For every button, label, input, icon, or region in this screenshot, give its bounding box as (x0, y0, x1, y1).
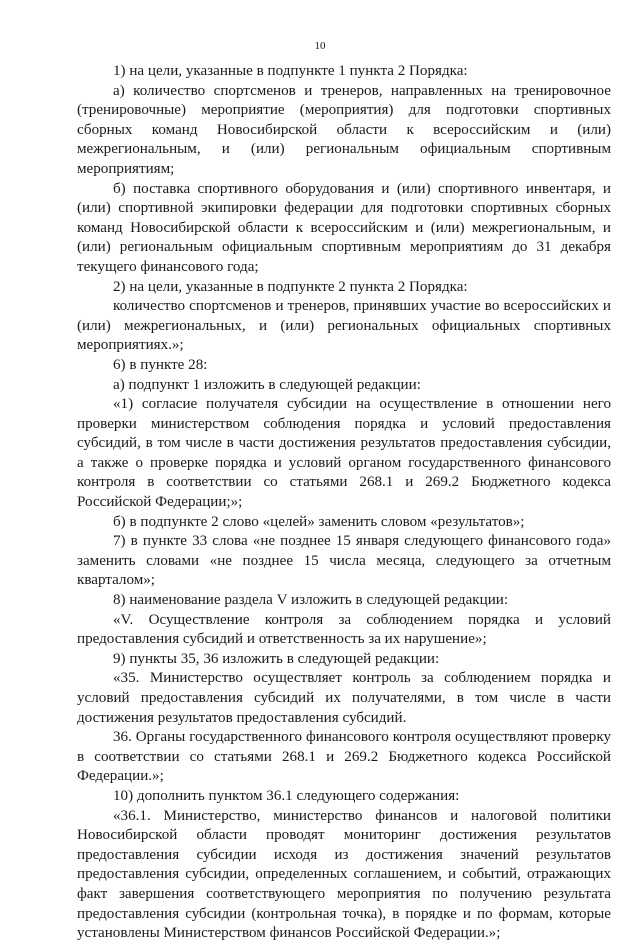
paragraph: 9) пункты 35, 36 изложить в следующей редакции: (113, 650, 440, 667)
paragraph: а) подпункт 1 изложить в следующей редакции: (113, 376, 421, 393)
paragraph: 6) в пункте 28: (113, 356, 208, 373)
document-body (77, 62, 611, 944)
paragraph: «35. Министерство осуществляет контроль за соблюдением порядка и условий предоставления субсидий их получателями, в том числе в части достижения результатов предоставления субсидий. (77, 670, 611, 726)
paragraph: 7) в пункте 33 слова «не позднее 15 января следующего финансового года» заменить словами «не позднее 15 числа месяца, следующего за отчетным кварталом»; (77, 533, 611, 589)
paragraph: б) поставка спортивного оборудования и (или) спортивного инвентаря, и (или) спортивной экипировки федерации для подготовки спортивных сборных команд Новосибирской области к всероссийским и (или) межрегиональным, и (или) региональным официальным спортивным мероприятиям до 31 декабря текущего финансового года; (77, 180, 611, 275)
paragraph: количество спортсменов и тренеров, принявших участие во всероссийских и (или) межрегиональных, и (или) региональных официальных спортивных мероприятиях.»; (77, 298, 611, 354)
paragraph: 1) на цели, указанные в подпункте 1 пункта 2 Порядка: (113, 63, 468, 79)
paragraph: б) в подпункте 2 слово «целей» заменить словом «результатов»; (113, 513, 525, 530)
paragraph: 10) дополнить пунктом 36.1 следующего содержания: (113, 787, 460, 804)
paragraph: «1) согласие получателя субсидии на осуществление в отношении него проверки министерством соблюдения порядка и условий предоставления субсидий, в том числе в части достижения результатов предоставления субсидии, а также о проверке порядка и условий органом государственного финансового контроля в соответствии со статьями 268.1 и 269.2 Бюджетного кодекса Российской Федерации;»; (77, 396, 611, 511)
paragraph: а) количество спортсменов и тренеров, направленных на тренировочное (тренировочные) мероприятие (мероприятия) для подготовки спортивных сборных команд Новосибирской области к всероссийским и (или) межрегиональным, и (или) региональным официальным спортивным мероприятиям; (77, 82, 611, 177)
paragraph: «36.1. Министерство, министерство финансов и налоговой политики Новосибирской области проводят мониторинг достижения результатов предоставления субсидии исходя из достижения значений результатов предоставления субсидии, определенных соглашением, и событий, отражающих факт завершения соответствующего мероприятия по получению результата предоставления субсидии (контрольная точка), в порядке и по формам, которые установлены Министерством финансов Российской Федерации.»; (77, 807, 611, 942)
paragraph: 8) наименование раздела V изложить в следующей редакции: (113, 592, 509, 609)
page-number: 10 (314, 40, 326, 52)
paragraph: 36. Органы государственного финансового контроля осуществляют проверку в соответствии со статьями 268.1 и 269.2 Бюджетного кодекса Российской Федерации.»; (77, 729, 611, 785)
paragraph: 2) на цели, указанные в подпункте 2 пункта 2 Порядка: (113, 278, 468, 295)
paragraph: «V. Осуществление контроля за соблюдением порядка и условий предоставления субсидий и ответственность за их нарушение»; (77, 611, 611, 648)
